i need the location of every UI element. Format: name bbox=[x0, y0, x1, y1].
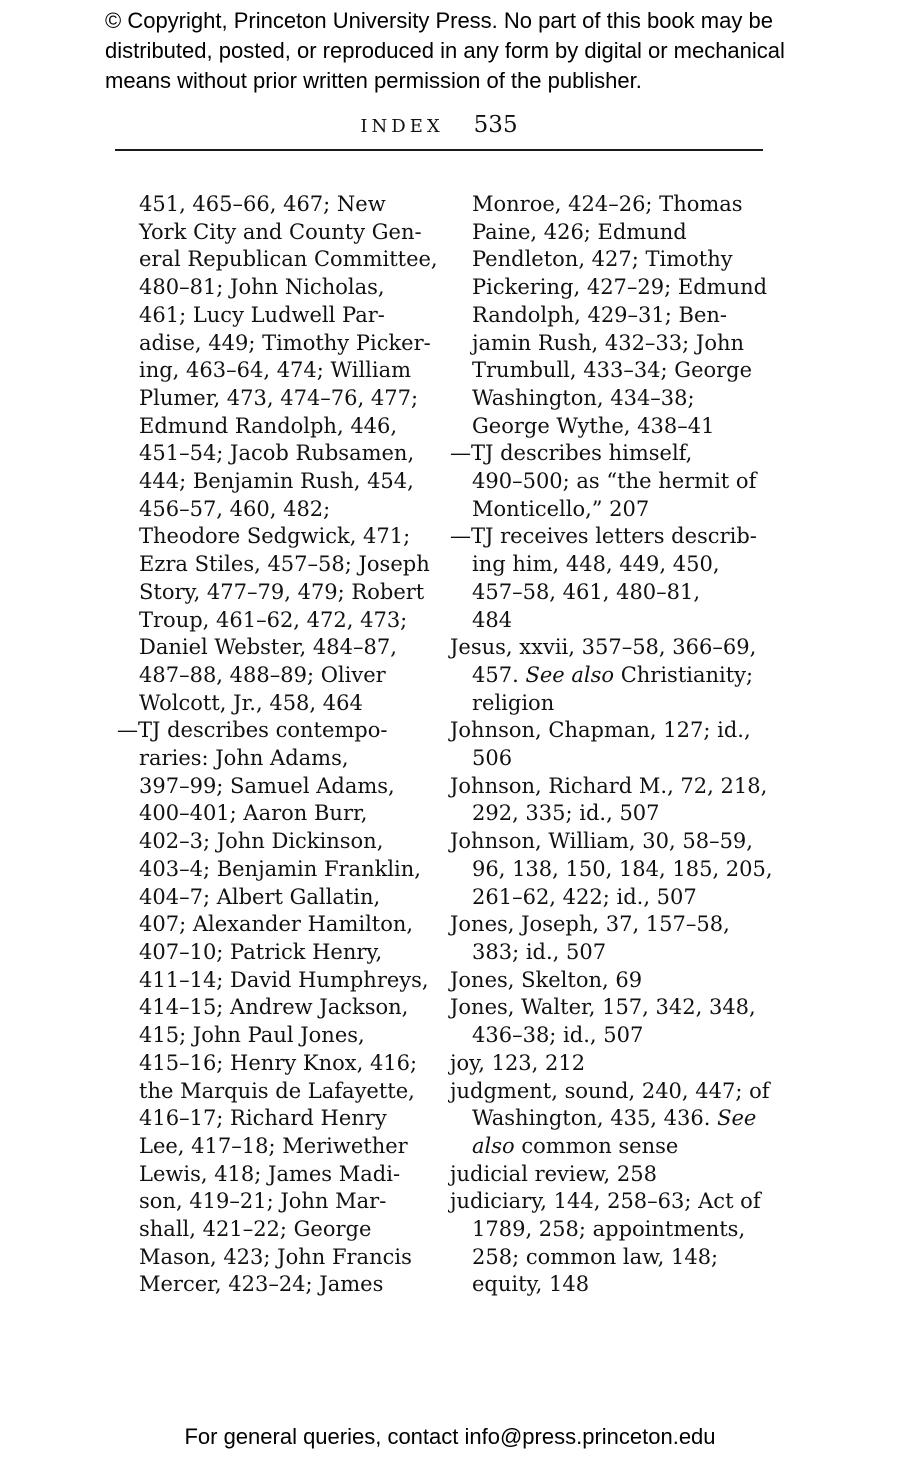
index-line: Edmund Randolph, 446, bbox=[139, 413, 398, 438]
index-line: 402–3; John Dickinson, bbox=[139, 829, 384, 854]
index-line: —TJ receives letters describ- bbox=[450, 524, 757, 549]
index-line: raries: John Adams, bbox=[139, 746, 349, 771]
index-line: 96, 138, 150, 184, 185, 205, bbox=[472, 856, 773, 881]
copyright-line: distributed, posted, or reproduced in any form by digital or mechanical bbox=[105, 38, 785, 63]
index-line: joy, 123, 212 bbox=[450, 1050, 586, 1075]
index-line: George Wythe, 438–41 bbox=[472, 413, 715, 438]
index-line: Jones, Walter, 157, 342, 348, bbox=[450, 995, 756, 1020]
index-line: —TJ describes himself, bbox=[450, 441, 693, 466]
index-line: equity, 148 bbox=[472, 1272, 590, 1297]
page-number: 535 bbox=[473, 112, 518, 138]
copyright-notice bbox=[105, 6, 825, 96]
index-line: Pickering, 427–29; Edmund bbox=[472, 275, 768, 300]
index-line: ing him, 448, 449, 450, bbox=[472, 552, 720, 577]
index-line: 451, 465–66, 467; New bbox=[139, 192, 386, 216]
index-line: Trumbull, 433–34; George bbox=[472, 358, 753, 383]
index-line: Ezra Stiles, 457–58; Joseph bbox=[139, 552, 430, 577]
index-line: 407; Alexander Hamilton, bbox=[139, 912, 414, 937]
index-line: 258; common law, 148; bbox=[472, 1244, 719, 1269]
index-line: Mason, 423; John Francis bbox=[139, 1244, 412, 1269]
index-line: 416–17; Richard Henry bbox=[139, 1106, 387, 1131]
index-line: Jesus, xxvii, 357–58, 366–69, bbox=[450, 635, 757, 660]
index-line: adise, 449; Timothy Picker- bbox=[139, 330, 431, 355]
index-line: York City and County Gen- bbox=[139, 219, 422, 244]
index-line: Mercer, 423–24; James bbox=[139, 1272, 384, 1297]
copyright-line: © Copyright, Princeton University Press. No part of this book may be bbox=[105, 8, 773, 33]
index-line: 415–16; Henry Knox, 416; bbox=[139, 1050, 418, 1075]
index-line: 292, 335; id., 507 bbox=[472, 801, 660, 826]
index-line: jamin Rush, 432–33; John bbox=[472, 330, 745, 355]
index-line: Washington, 434–38; bbox=[472, 385, 695, 410]
index-line: Story, 477–79, 479; Robert bbox=[139, 579, 425, 604]
index-line: the Marquis de Lafayette, bbox=[139, 1078, 415, 1103]
index-line: Monroe, 424–26; Thomas bbox=[472, 192, 743, 216]
index-line: 261–62, 422; id., 507 bbox=[472, 884, 697, 909]
index-line: 490–500; as “the hermit of bbox=[472, 469, 757, 494]
index-line: 383; id., 507 bbox=[472, 939, 607, 964]
header-rule bbox=[115, 149, 763, 151]
index-line: Wolcott, Jr., 458, 464 bbox=[139, 690, 363, 715]
index-line: Pendleton, 427; Timothy bbox=[472, 247, 733, 272]
index-line: Troup, 461–62, 472, 473; bbox=[139, 607, 408, 632]
index-line: also common sense bbox=[472, 1133, 679, 1158]
index-line: 487–88, 488–89; Oliver bbox=[139, 662, 386, 687]
index-line: 436–38; id., 507 bbox=[472, 1023, 644, 1048]
index-line: judiciary, 144, 258–63; Act of bbox=[450, 1189, 761, 1214]
index-line: son, 419–21; John Mar- bbox=[139, 1189, 387, 1214]
index-line: eral Republican Committee, bbox=[139, 247, 438, 272]
copyright-line: means without prior written permission of the publisher. bbox=[105, 68, 642, 93]
index-column-left bbox=[117, 191, 443, 1299]
index-line: 461; Lucy Ludwell Par- bbox=[139, 302, 385, 327]
index-line: Paine, 426; Edmund bbox=[472, 219, 687, 244]
index-line: 484 bbox=[472, 607, 513, 632]
index-line: judicial review, 258 bbox=[450, 1161, 657, 1186]
index-line: Johnson, Chapman, 127; id., bbox=[450, 718, 751, 743]
index-line: Jones, Joseph, 37, 157–58, bbox=[450, 912, 730, 937]
index-line: shall, 421–22; George bbox=[139, 1217, 372, 1242]
index-line: Jones, Skelton, 69 bbox=[450, 967, 643, 992]
index-line: Randolph, 429–31; Ben- bbox=[472, 302, 727, 327]
index-line: religion bbox=[472, 690, 555, 715]
index-line: 506 bbox=[472, 746, 513, 771]
index-line: 414–15; Andrew Jackson, bbox=[139, 995, 409, 1020]
index-line: 400–401; Aaron Burr, bbox=[139, 801, 368, 826]
index-line: 411–14; David Humphreys, bbox=[139, 967, 429, 992]
index-line: Lee, 417–18; Meriwether bbox=[139, 1133, 408, 1158]
index-line: Monticello,” 207 bbox=[472, 496, 650, 521]
index-line: judgment, sound, 240, 447; of bbox=[450, 1078, 770, 1103]
index-line: 451–54; Jacob Rubsamen, bbox=[139, 441, 415, 466]
index-line: 444; Benjamin Rush, 454, bbox=[139, 469, 414, 494]
index-line: 480–81; John Nicholas, bbox=[139, 275, 385, 300]
index-line: Johnson, Richard M., 72, 218, bbox=[450, 773, 768, 798]
index-line: Johnson, William, 30, 58–59, bbox=[450, 829, 753, 854]
index-line: Plumer, 473, 474–76, 477; bbox=[139, 385, 419, 410]
index-line: —TJ describes contempo- bbox=[117, 718, 388, 743]
index-heading: INDEX bbox=[360, 116, 444, 137]
index-line: ing, 463–64, 474; William bbox=[139, 358, 412, 383]
index-line: 404–7; Albert Gallatin, bbox=[139, 884, 381, 909]
index-line: 1789, 258; appointments, bbox=[472, 1217, 746, 1242]
index-line: 456–57, 460, 482; bbox=[139, 496, 331, 521]
index-line: 397–99; Samuel Adams, bbox=[139, 773, 395, 798]
index-line: Washington, 435, 436. See bbox=[472, 1106, 757, 1131]
index-line: 407–10; Patrick Henry, bbox=[139, 939, 383, 964]
index-column-right bbox=[450, 191, 786, 1299]
index-line: 457–58, 461, 480–81, bbox=[472, 579, 701, 604]
index-line: Theodore Sedgwick, 471; bbox=[139, 524, 411, 549]
footer-contact: For general queries, contact info@press.princeton.edu bbox=[184, 1424, 716, 1449]
index-line: Lewis, 418; James Madi- bbox=[139, 1161, 401, 1186]
index-line: 403–4; Benjamin Franklin, bbox=[139, 856, 421, 881]
index-line: 457. See also Christianity; bbox=[472, 662, 754, 687]
index-line: Daniel Webster, 484–87, bbox=[139, 635, 397, 660]
page-header bbox=[115, 112, 763, 138]
index-line: 415; John Paul Jones, bbox=[139, 1023, 365, 1048]
